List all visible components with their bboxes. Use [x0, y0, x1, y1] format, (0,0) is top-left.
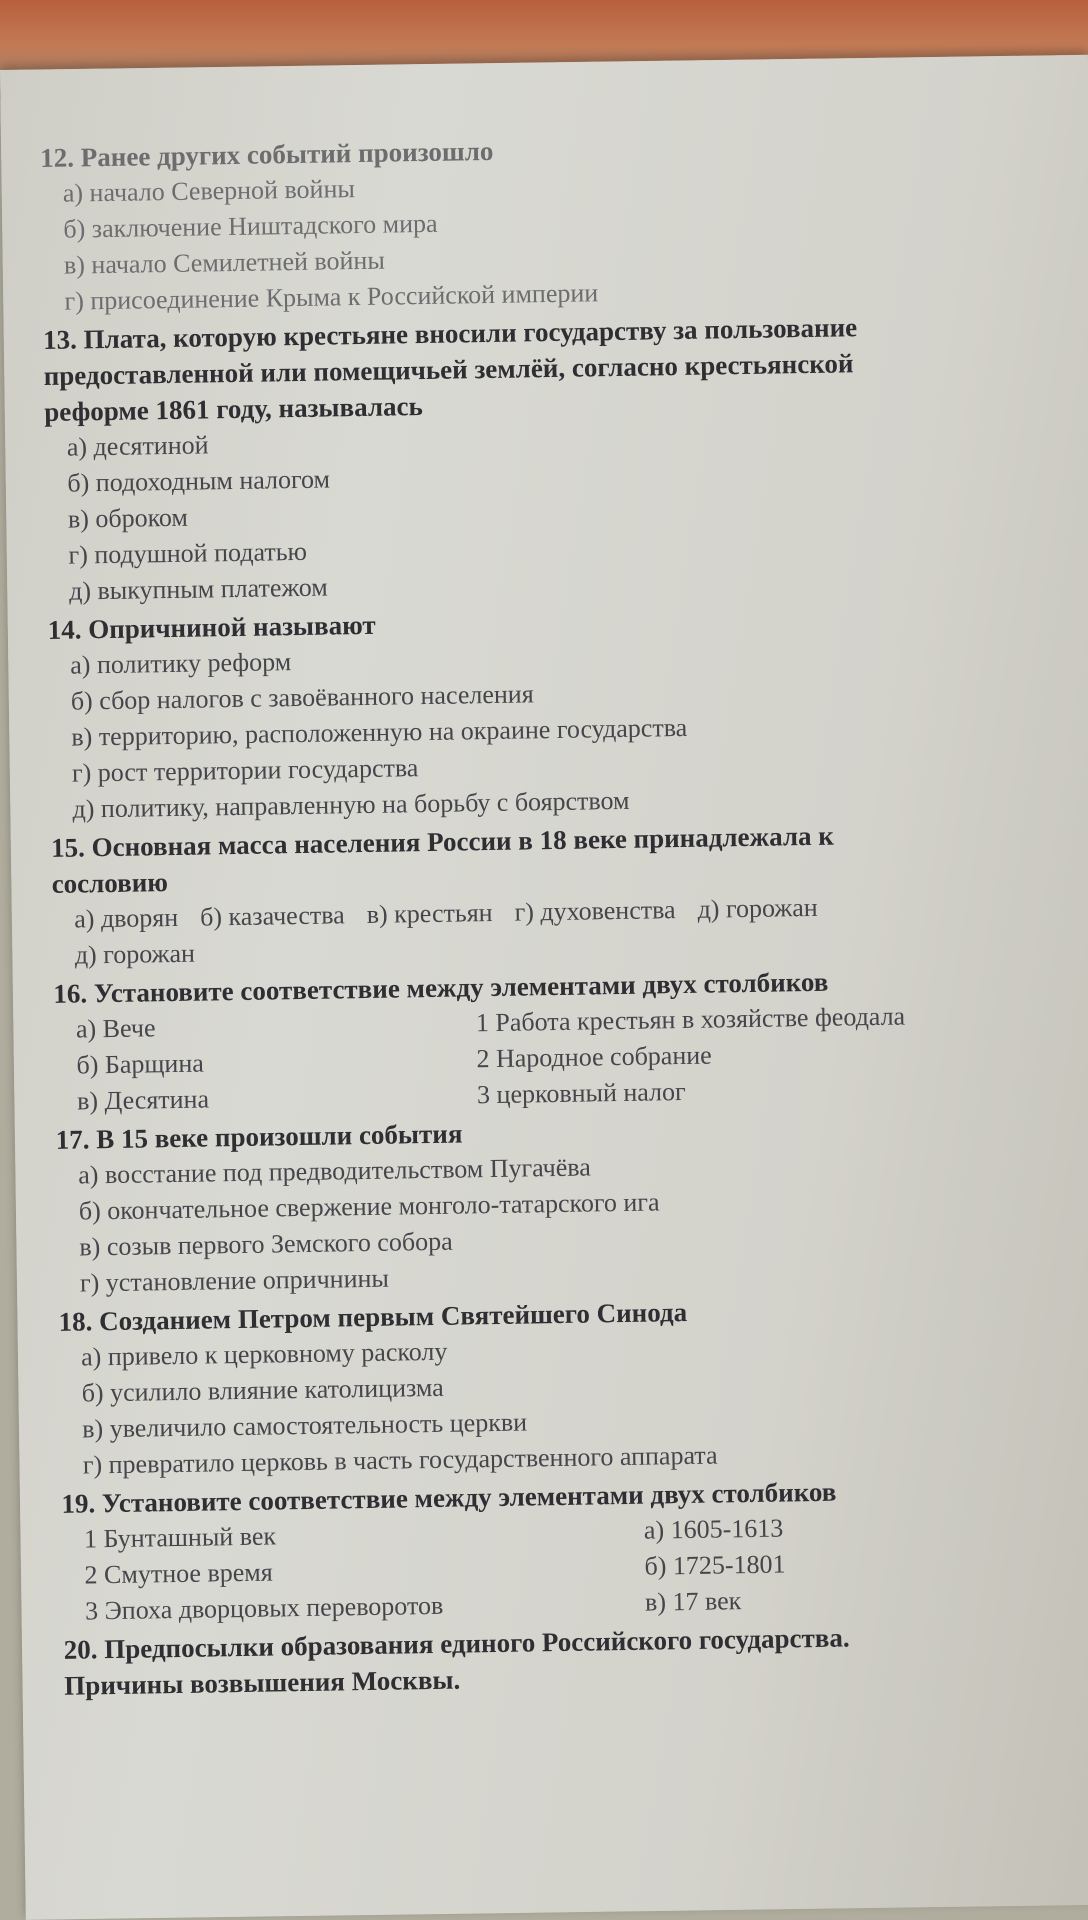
match-right-item: а) 1605-1613	[643, 1513, 784, 1545]
option: г) рост территории государства	[71, 753, 419, 788]
question-13	[43, 306, 1057, 610]
question-13-title-line: 13. Плата, которую крестьяне вносили государству за пользование	[42, 312, 858, 355]
option: д) горожан	[697, 892, 818, 924]
match-right-item: 1 Работа крестьян в хозяйстве феодала	[475, 1001, 906, 1038]
option: б) окончательное свержение монголо-татарского ига	[78, 1187, 660, 1226]
option: б) заключение Ништадского мира	[63, 208, 438, 244]
test-questions	[40, 124, 1074, 1706]
question-19	[61, 1470, 1073, 1630]
option: в) увеличило самостоятельность церкви	[82, 1407, 528, 1444]
option: а) политику реформ	[70, 647, 292, 680]
question-20-title-line: Причины возвышения Москвы.	[64, 1664, 461, 1701]
question-15-title-line: сословию	[51, 867, 169, 899]
option: д) политику, направленную на борьбу с боярством	[72, 785, 630, 824]
option: а) дворян	[74, 902, 179, 934]
option: г) превратило церковь в часть государственного аппарата	[82, 1440, 718, 1480]
match-right-item: 3 церковный налог	[476, 1076, 686, 1110]
question-18	[58, 1288, 1071, 1484]
option: в) созыв первого Земского собора	[79, 1226, 453, 1262]
option: б) усилило влияние католицизма	[81, 1372, 444, 1408]
option: д) горожан	[74, 938, 196, 970]
match-left-item: в) Десятина	[76, 1084, 210, 1116]
option: а) десятиной	[66, 430, 209, 462]
question-18-title: 18. Созданием Петром первым Святейшего Синода	[58, 1296, 688, 1337]
question-12	[40, 124, 1053, 320]
option: б) подоходным налогом	[67, 464, 331, 498]
question-14	[47, 596, 1060, 828]
option: в) оброком	[67, 502, 189, 534]
question-16-title: 16. Установите соответствие между элементами двух столбиков	[53, 966, 829, 1009]
option: в) начало Семилетней войны	[63, 245, 386, 280]
question-13-title-line: предоставленной или помещичьей землёй, согласно крестьянской	[43, 348, 854, 391]
matching-table	[84, 1506, 1074, 1630]
matching-table	[76, 996, 1066, 1120]
option: в) территорию, расположенную на окраине государства	[71, 712, 688, 752]
question-12-title: 12. Ранее других событий произошло	[40, 135, 494, 173]
match-left-item: а) Вече	[75, 1013, 156, 1044]
match-right-item: 2 Народное собрание	[476, 1040, 712, 1074]
match-left-item: 3 Эпоха дворцовых переворотов	[84, 1590, 444, 1626]
option: б) казачества	[199, 900, 345, 932]
question-14-title: 14. Опричниной называют	[47, 609, 376, 645]
option: г) духовенства	[514, 895, 676, 927]
match-right-item: в) 17 век	[644, 1586, 742, 1617]
question-15	[51, 814, 1063, 974]
option: б) сбор налогов с завоёванного населения	[70, 679, 534, 716]
option: г) подушной податью	[68, 536, 308, 570]
option: д) выкупным платежом	[68, 572, 328, 606]
question-20-title-line: 20. Предпосылки образования единого Российского государства.	[63, 1622, 850, 1665]
question-13-title-line: реформе 1861 году, называлась	[44, 391, 423, 427]
option: а) привело к церковному расколу	[80, 1336, 448, 1372]
question-20	[63, 1616, 1074, 1704]
question-15-title-line: 15. Основная масса населения России в 18 веке принадлежала к	[50, 820, 835, 863]
question-19-title: 19. Установите соответствие между элементами двух столбиков	[61, 1476, 837, 1519]
match-left-item: б) Барщина	[76, 1048, 204, 1080]
match-left-item: 2 Смутное время	[84, 1557, 273, 1590]
option: г) установление опричнины	[79, 1263, 390, 1298]
question-17	[55, 1106, 1068, 1302]
question-16	[53, 960, 1065, 1120]
option: а) начало Северной войны	[62, 174, 356, 208]
question-17-title: 17. В 15 веке произошли события	[55, 1118, 463, 1155]
option: а) восстание под предводительством Пугачёва	[78, 1152, 591, 1190]
match-right-item: б) 1725-1801	[644, 1549, 786, 1581]
option: г) присоединение Крыма к Российской империи	[64, 278, 599, 316]
option: в) крестьян	[366, 897, 493, 929]
match-left-item: 1 Бунташный век	[83, 1521, 277, 1554]
